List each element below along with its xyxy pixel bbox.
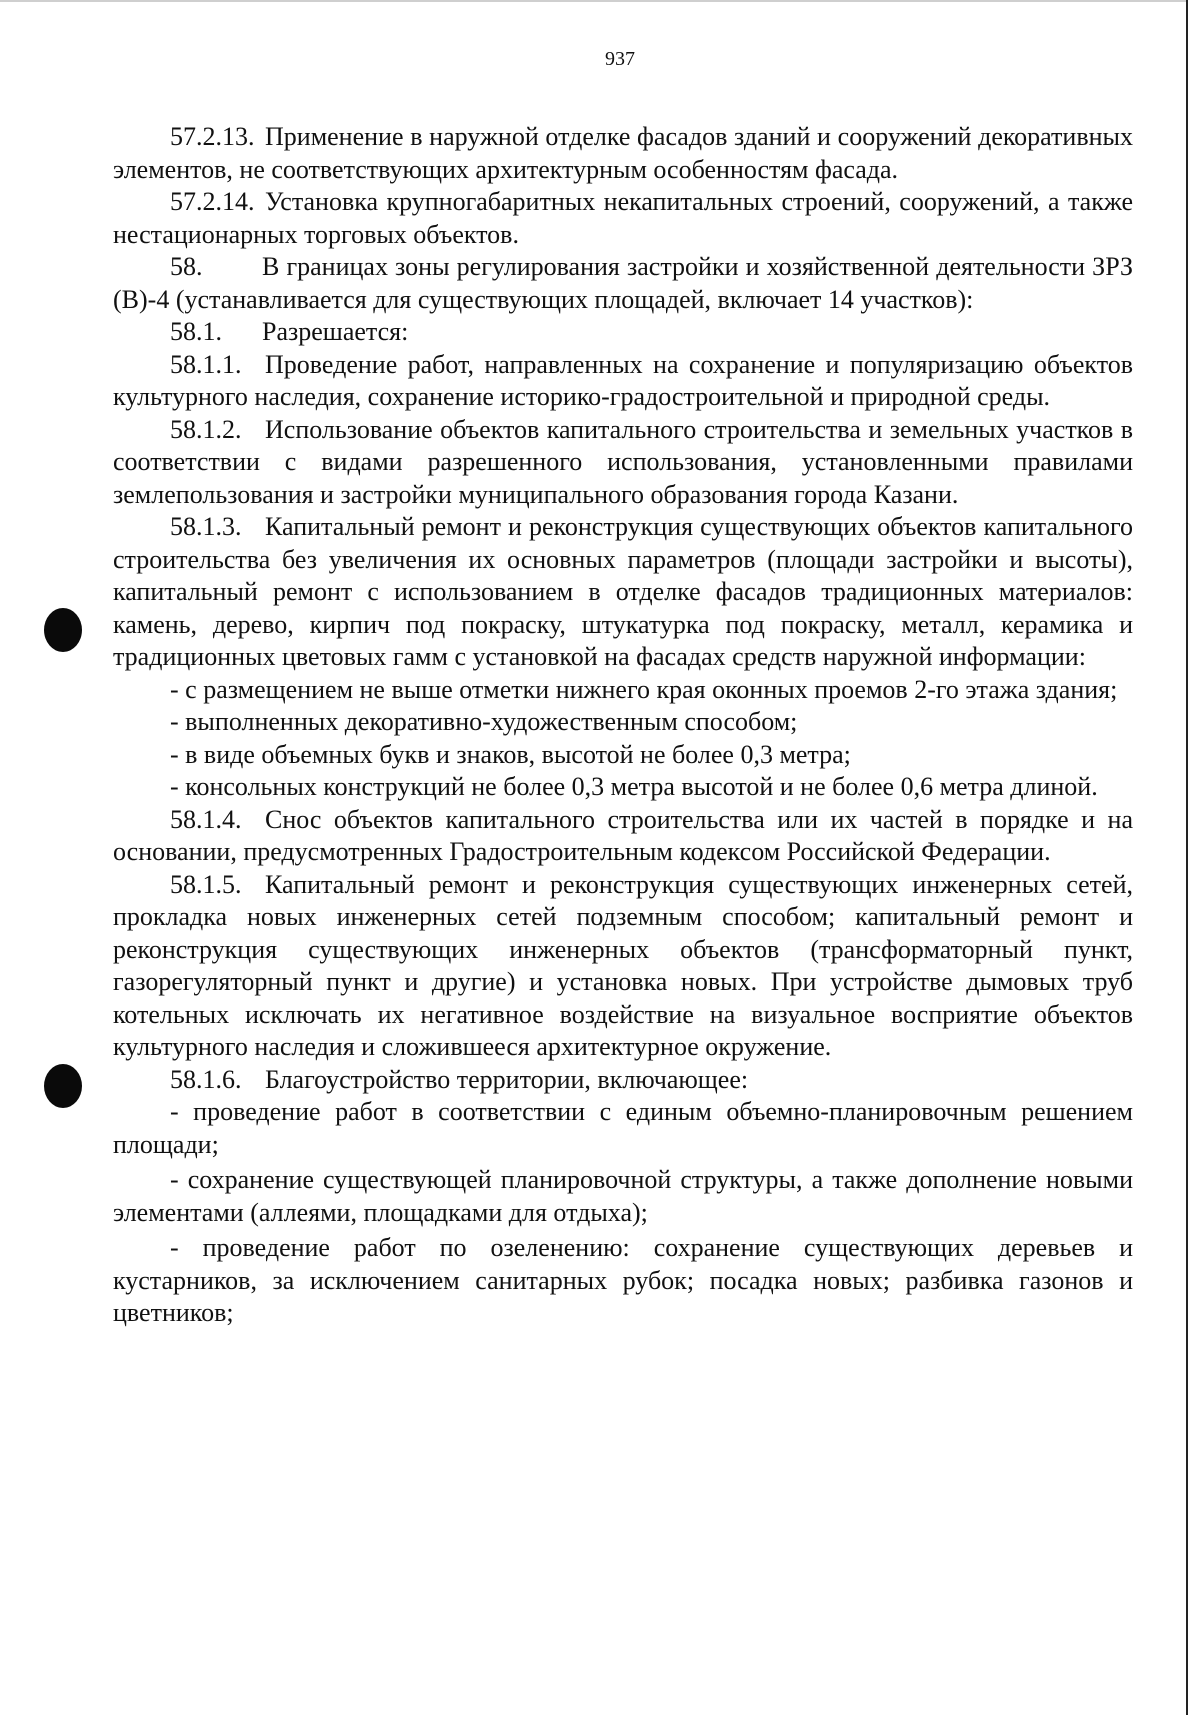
list-item-planning-solution: - проведение работ в соответствии с единым объемно-планировочным решением площади;: [113, 1097, 1133, 1159]
list-item-console-structures: - консольных конструкций не более 0,3 метра высотой и не более 0,6 метра длиной.: [170, 772, 1098, 801]
punch-hole-upper: [44, 608, 82, 652]
paragraph-57-2-13: [113, 121, 1133, 186]
list-item-planning-structure: - сохранение существующей планировочной структуры, а также дополнение новыми элементами (аллеями, площадками для отдыха);: [113, 1165, 1133, 1227]
item-text: Капитальный ремонт и реконструкция существующих объектов капитального строительства без увеличения их основных параметров (площади застройки и высоты), капитальный ремонт с использованием в отделке фасадов традиционных материалов: камень, дерево, кирпич под покраску, штукатурка под покраску, металл, керамика и традиционных цветовых гамм с установкой на фасадах средств наружной информации:: [113, 512, 1133, 671]
scan-top-edge: [0, 0, 1188, 2]
item-text: Проведение работ, направленных на сохранение и популяризацию объектов культурного наследия, сохранение историко-градостроительной и природной среды.: [113, 349, 1133, 411]
item-number: 57.2.13.: [170, 122, 255, 151]
page-number: 937: [605, 48, 635, 70]
list-item-volumetric-letters: - в виде объемных букв и знаков, высотой не более 0,3 метра;: [170, 739, 851, 769]
paragraph-58-1: [113, 316, 1133, 349]
item-number: 58.1.4.: [170, 804, 242, 834]
paragraph-57-2-14: [113, 186, 1133, 251]
item-number: 58.1.: [170, 317, 222, 346]
list-item-landscaping: - проведение работ по озеленению: сохранение существующих деревьев и кустарников, за исключением санитарных рубок; посадка новых; разбивка газонов и цветников;: [113, 1233, 1133, 1327]
scan-right-edge: [1186, 0, 1188, 1715]
item-text: Благоустройство территории, включающее:: [265, 1064, 749, 1094]
document-body: [113, 121, 1133, 1330]
list-item-decorative: - выполненных декоративно-художественным способом;: [170, 707, 798, 736]
punch-hole-lower: [44, 1064, 82, 1108]
paragraph-58-1-3: [113, 511, 1133, 674]
paragraph-58-1-5: [113, 869, 1133, 1064]
item-number: 58.1.3.: [170, 512, 242, 541]
paragraph-58-1-4: [113, 804, 1133, 869]
item-number: 57.2.14.: [170, 187, 255, 216]
paragraph-58-1-1: [113, 349, 1133, 414]
item-number: 58.1.6.: [170, 1064, 242, 1094]
item-number: 58.1.2.: [170, 414, 242, 444]
paragraph-58: [113, 251, 1133, 316]
item-text: Применение в наружной отделке фасадов зданий и сооружений декоративных элементов, не соответствующих архитектурным особенностям фасада.: [113, 122, 1133, 184]
item-number: 58.1.1.: [170, 349, 242, 379]
item-text: Снос объектов капитального строительства или их частей в порядке и на основании, предусмотренных Градостроительным кодексом Российской Федерации.: [113, 804, 1133, 866]
item-text: Использование объектов капитального строительства и земельных участков в соответствии с видами разрешенного использования, установленными правилами землепользования и застройки муниципального образования города Казани.: [113, 414, 1133, 509]
item-number: 58.: [170, 252, 203, 281]
item-text: В границах зоны регулирования застройки и хозяйственной деятельности ЗРЗ (В)-4 (устанавливается для существующих площадей, включает 14 участков):: [113, 252, 1133, 314]
paragraph-58-1-2: [113, 414, 1133, 512]
item-text: Разрешается:: [262, 317, 409, 346]
item-text: Установка крупногабаритных некапитальных строений, сооружений, а также нестационарных торговых объектов.: [113, 187, 1133, 249]
paragraph-58-1-6: [113, 1064, 1133, 1097]
item-number: 58.1.5.: [170, 869, 242, 899]
item-text: Капитальный ремонт и реконструкция существующих инженерных сетей, прокладка новых инженерных сетей подземным способом; капитальный ремонт и реконструкция существующих инженерных объектов (трансформаторный пункт, газорегуляторный пункт и другие) и установка новых. При устройстве дымовых труб котельных исключать их негативное воздействие на визуальное восприятие объектов культурного наследия и сложившееся архитектурное окружение.: [113, 869, 1133, 1061]
list-item-placement: - с размещением не выше отметки нижнего края оконных проемов 2-го этажа здания;: [170, 674, 1118, 704]
